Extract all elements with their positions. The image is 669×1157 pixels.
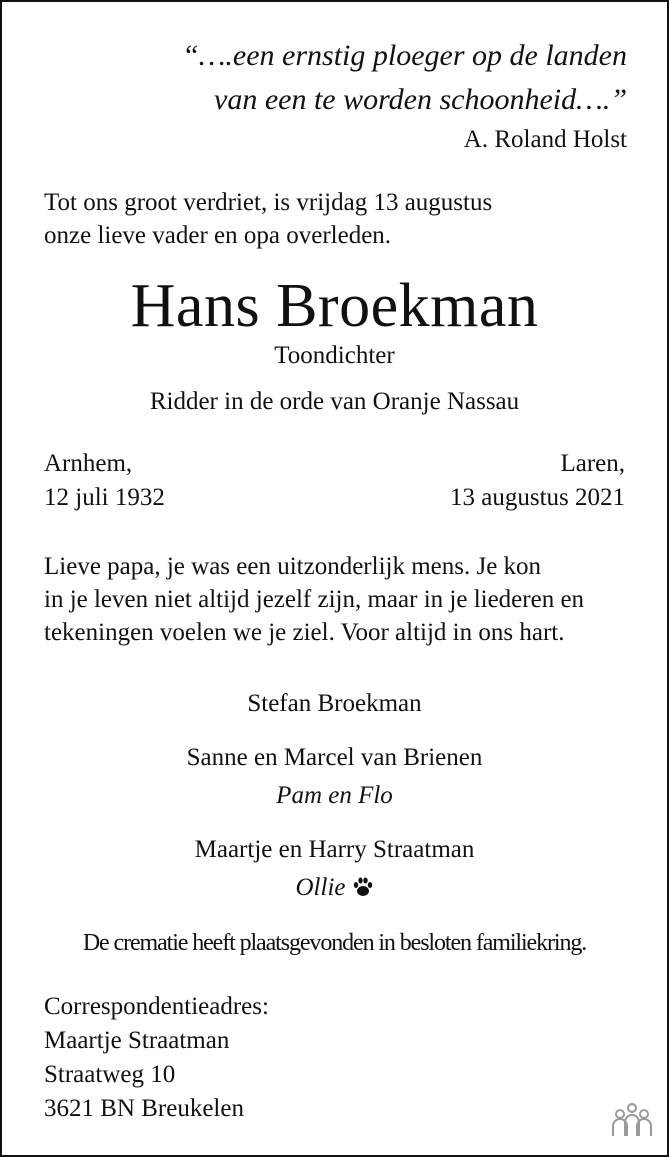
family-member-3-pet-line — [2, 874, 667, 905]
deceased-title: Toondichter — [274, 342, 395, 369]
people-group-icon — [609, 1102, 655, 1143]
quote-line-1: “….een ernstig ploeger op de landen — [182, 39, 627, 72]
deceased-honor: Ridder in de orde van Oranje Nassau — [149, 388, 520, 415]
cremation-notice: De crematie heeft plaatsgevonden in besloten familiekring. — [82, 930, 587, 956]
family-member-3-pet: Ollie — [295, 874, 346, 901]
birth-date: 12 juli 1932 — [44, 484, 165, 511]
intro-text — [44, 186, 492, 252]
message-line-1: Lieve papa, je was een uitzonderlijk mens. Je kon — [44, 553, 542, 580]
death-place: Laren, — [560, 450, 625, 477]
quote-author: A. Roland Holst — [463, 126, 627, 153]
message-line-2: in je leven niet altijd jezelf zijn, maar in je liederen en — [44, 586, 585, 613]
quote-line-2: van een te worden schoonheid….” — [214, 83, 627, 116]
deceased-name: Hans Broekman — [130, 272, 539, 340]
message-line-3: tekeningen voelen we je ziel. Voor altijd in ons hart. — [44, 619, 565, 646]
correspondence-street: Straatweg 10 — [44, 1061, 176, 1088]
family-member-2-children: Pam en Flo — [276, 782, 393, 809]
message-text — [44, 550, 584, 649]
correspondence-label: Correspondentieadres: — [44, 993, 269, 1020]
family-member-2: Sanne en Marcel van Brienen — [186, 744, 483, 771]
death-date: 13 augustus 2021 — [450, 484, 625, 511]
birth-place: Arnhem, — [44, 450, 133, 477]
intro-line-2: onze lieve vader en opa overleden. — [44, 222, 392, 249]
paw-icon — [352, 876, 374, 905]
intro-line-1: Tot ons groot verdriet, is vrijdag 13 augustus — [44, 189, 493, 216]
family-member-1: Stefan Broekman — [247, 690, 422, 717]
correspondence-city: 3621 BN Breukelen — [44, 1095, 244, 1122]
family-member-3: Maartje en Harry Straatman — [194, 836, 475, 863]
correspondence-name: Maartje Straatman — [44, 1027, 230, 1054]
